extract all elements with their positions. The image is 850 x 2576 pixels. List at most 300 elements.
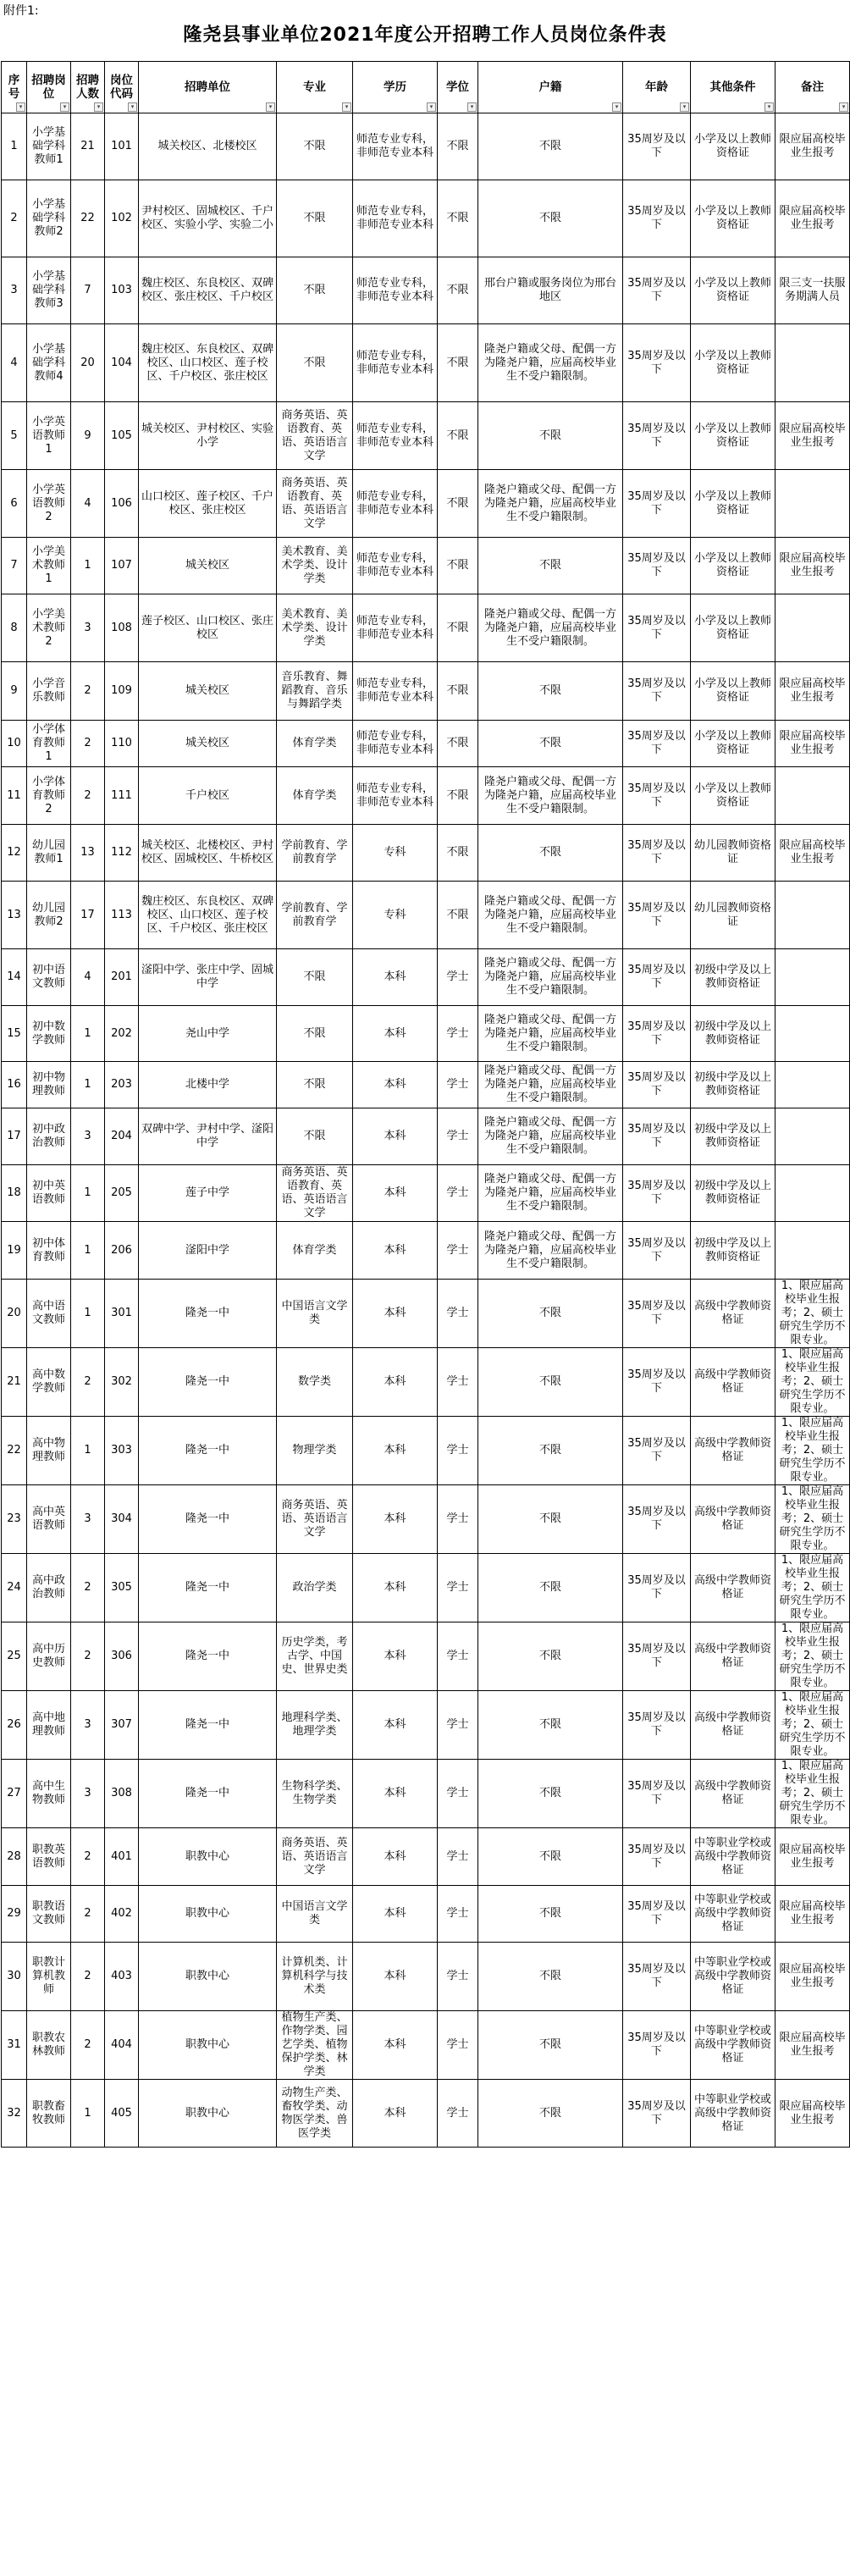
cell-degree: 学士 xyxy=(438,949,478,1006)
cell-age: 35周岁及以下 xyxy=(623,1348,691,1417)
cell-age: 35周岁及以下 xyxy=(623,1828,691,1886)
cell-hukou: 不限 xyxy=(478,538,623,594)
cell-code: 112 xyxy=(105,825,139,882)
cell-education: 本科 xyxy=(353,1622,438,1691)
cell-index: 25 xyxy=(2,1622,27,1691)
cell-remarks: 限应届高校毕业生报考 xyxy=(775,1886,850,1943)
cell-age: 35周岁及以下 xyxy=(623,949,691,1006)
cell-education: 师范专业专科，非师范专业本科 xyxy=(353,721,438,767)
cell-index: 9 xyxy=(2,662,27,721)
cell-degree: 学士 xyxy=(438,1280,478,1348)
cell-remarks: 1、限应届高校毕业生报考；2、硕士研究生学历不限专业。 xyxy=(775,1760,850,1828)
cell-hukou: 不限 xyxy=(478,662,623,721)
cell-major: 计算机类、计算机科学与技术类 xyxy=(277,1943,353,2011)
table-row xyxy=(2,1222,850,1280)
cell-hukou: 不限 xyxy=(478,1554,623,1622)
table-row xyxy=(2,1165,850,1222)
cell-age: 35周岁及以下 xyxy=(623,1886,691,1943)
cell-major: 数学类 xyxy=(277,1348,353,1417)
cell-hukou: 隆尧户籍或父母、配偶一方为隆尧户籍，应届高校毕业生不受户籍限制。 xyxy=(478,594,623,662)
cell-index: 20 xyxy=(2,1280,27,1348)
cell-other: 小学及以上教师资格证 xyxy=(691,324,775,402)
cell-degree: 学士 xyxy=(438,2011,478,2080)
cell-age: 35周岁及以下 xyxy=(623,2011,691,2080)
cell-degree: 不限 xyxy=(438,594,478,662)
table-row xyxy=(2,180,850,257)
filter-dropdown-icon[interactable]: ▾ xyxy=(764,102,774,112)
filter-dropdown-icon[interactable]: ▾ xyxy=(16,102,25,112)
cell-code: 106 xyxy=(105,470,139,538)
cell-age: 35周岁及以下 xyxy=(623,767,691,825)
filter-dropdown-icon[interactable]: ▾ xyxy=(128,102,137,112)
filter-dropdown-icon[interactable]: ▾ xyxy=(94,102,103,112)
cell-code: 404 xyxy=(105,2011,139,2080)
cell-hukou: 隆尧户籍或父母、配偶一方为隆尧户籍，应届高校毕业生不受户籍限制。 xyxy=(478,767,623,825)
cell-remarks: 限应届高校毕业生报考 xyxy=(775,402,850,470)
cell-count: 22 xyxy=(71,180,105,257)
cell-code: 401 xyxy=(105,1828,139,1886)
cell-remarks xyxy=(775,949,850,1006)
cell-other: 高级中学教师资格证 xyxy=(691,1485,775,1554)
cell-age: 35周岁及以下 xyxy=(623,257,691,324)
cell-unit: 北楼中学 xyxy=(139,1062,277,1108)
cell-count: 2 xyxy=(71,1348,105,1417)
cell-code: 103 xyxy=(105,257,139,324)
cell-major: 美术教育、美术学类、设计学类 xyxy=(277,594,353,662)
cell-index: 24 xyxy=(2,1554,27,1622)
filter-dropdown-icon[interactable]: ▾ xyxy=(427,102,436,112)
cell-unit: 城关校区、北楼校区、尹村校区、固城校区、牛桥校区 xyxy=(139,825,277,882)
cell-index: 23 xyxy=(2,1485,27,1554)
cell-code: 113 xyxy=(105,882,139,949)
cell-age: 35周岁及以下 xyxy=(623,662,691,721)
table-row xyxy=(2,1886,850,1943)
cell-age: 35周岁及以下 xyxy=(623,538,691,594)
cell-remarks: 限应届高校毕业生报考 xyxy=(775,2080,850,2148)
cell-hukou: 不限 xyxy=(478,1943,623,2011)
cell-index: 6 xyxy=(2,470,27,538)
cell-major: 体育学类 xyxy=(277,1222,353,1280)
cell-unit: 职教中心 xyxy=(139,2011,277,2080)
cell-hukou: 隆尧户籍或父母、配偶一方为隆尧户籍，应届高校毕业生不受户籍限制。 xyxy=(478,1006,623,1062)
cell-count: 20 xyxy=(71,324,105,402)
cell-other: 初级中学及以上教师资格证 xyxy=(691,949,775,1006)
table-row xyxy=(2,1062,850,1108)
cell-unit: 魏庄校区、东良校区、双碑校区、张庄校区、千户校区 xyxy=(139,257,277,324)
cell-other: 高级中学教师资格证 xyxy=(691,1691,775,1760)
cell-code: 205 xyxy=(105,1165,139,1222)
cell-hukou: 隆尧户籍或父母、配偶一方为隆尧户籍，应届高校毕业生不受户籍限制。 xyxy=(478,1108,623,1165)
cell-remarks: 1、限应届高校毕业生报考；2、硕士研究生学历不限专业。 xyxy=(775,1622,850,1691)
cell-major: 不限 xyxy=(277,949,353,1006)
cell-education: 本科 xyxy=(353,1006,438,1062)
cell-position: 高中数学教师 xyxy=(27,1348,71,1417)
cell-count: 2 xyxy=(71,662,105,721)
cell-remarks xyxy=(775,470,850,538)
cell-position: 小学体育教师1 xyxy=(27,721,71,767)
filter-dropdown-icon[interactable]: ▾ xyxy=(612,102,621,112)
table-row xyxy=(2,538,850,594)
cell-unit: 魏庄校区、东良校区、双碑校区、山口校区、莲子校区、千户校区、张庄校区 xyxy=(139,324,277,402)
table-row xyxy=(2,825,850,882)
cell-degree: 不限 xyxy=(438,402,478,470)
cell-education: 本科 xyxy=(353,1062,438,1108)
cell-remarks: 限应届高校毕业生报考 xyxy=(775,2011,850,2080)
cell-hukou: 不限 xyxy=(478,2080,623,2148)
cell-other: 小学及以上教师资格证 xyxy=(691,594,775,662)
table-row xyxy=(2,594,850,662)
cell-degree: 不限 xyxy=(438,721,478,767)
cell-education: 师范专业专科，非师范专业本科 xyxy=(353,594,438,662)
cell-degree: 不限 xyxy=(438,538,478,594)
cell-major: 历史学类，考古学、中国史、世界史类 xyxy=(277,1622,353,1691)
cell-other: 初级中学及以上教师资格证 xyxy=(691,1222,775,1280)
cell-degree: 不限 xyxy=(438,324,478,402)
cell-count: 9 xyxy=(71,402,105,470)
cell-remarks: 1、限应届高校毕业生报考；2、硕士研究生学历不限专业。 xyxy=(775,1280,850,1348)
cell-index: 32 xyxy=(2,2080,27,2148)
cell-hukou: 不限 xyxy=(478,1760,623,1828)
cell-age: 35周岁及以下 xyxy=(623,1108,691,1165)
cell-code: 104 xyxy=(105,324,139,402)
cell-major: 植物生产类、作物学类、园艺学类、植物保护学类、林学类 xyxy=(277,2011,353,2080)
cell-age: 35周岁及以下 xyxy=(623,1417,691,1485)
filter-dropdown-icon[interactable]: ▾ xyxy=(467,102,477,112)
cell-count: 2 xyxy=(71,1554,105,1622)
cell-index: 3 xyxy=(2,257,27,324)
cell-index: 12 xyxy=(2,825,27,882)
table-row xyxy=(2,721,850,767)
cell-position: 初中物理教师 xyxy=(27,1062,71,1108)
cell-position: 初中体育教师 xyxy=(27,1222,71,1280)
cell-degree: 学士 xyxy=(438,1622,478,1691)
cell-hukou: 不限 xyxy=(478,721,623,767)
cell-index: 28 xyxy=(2,1828,27,1886)
cell-remarks: 1、限应届高校毕业生报考；2、硕士研究生学历不限专业。 xyxy=(775,1417,850,1485)
cell-education: 本科 xyxy=(353,2011,438,2080)
cell-hukou: 不限 xyxy=(478,1622,623,1691)
cell-major: 不限 xyxy=(277,1062,353,1108)
cell-hukou: 不限 xyxy=(478,1485,623,1554)
cell-other: 小学及以上教师资格证 xyxy=(691,113,775,180)
table-row xyxy=(2,1006,850,1062)
cell-hukou: 不限 xyxy=(478,402,623,470)
cell-remarks: 限应届高校毕业生报考 xyxy=(775,825,850,882)
cell-major: 不限 xyxy=(277,180,353,257)
cell-major: 不限 xyxy=(277,113,353,180)
cell-degree: 学士 xyxy=(438,1417,478,1485)
table-body xyxy=(2,113,850,2148)
cell-position: 高中语文教师 xyxy=(27,1280,71,1348)
cell-remarks: 限应届高校毕业生报考 xyxy=(775,721,850,767)
table-row xyxy=(2,1760,850,1828)
cell-unit: 双碑中学、尹村中学、滏阳中学 xyxy=(139,1108,277,1165)
cell-degree: 不限 xyxy=(438,825,478,882)
cell-remarks xyxy=(775,1062,850,1108)
cell-remarks xyxy=(775,882,850,949)
table-row xyxy=(2,949,850,1006)
table-row xyxy=(2,767,850,825)
cell-unit: 隆尧一中 xyxy=(139,1760,277,1828)
table-row xyxy=(2,1417,850,1485)
cell-index: 5 xyxy=(2,402,27,470)
cell-count: 7 xyxy=(71,257,105,324)
table-row xyxy=(2,470,850,538)
table-row xyxy=(2,1622,850,1691)
cell-education: 师范专业专科，非师范专业本科 xyxy=(353,470,438,538)
cell-count: 3 xyxy=(71,1760,105,1828)
cell-remarks xyxy=(775,1108,850,1165)
cell-major: 商务英语、英语教育、英语、英语语言文学 xyxy=(277,470,353,538)
cell-age: 35周岁及以下 xyxy=(623,1760,691,1828)
cell-index: 14 xyxy=(2,949,27,1006)
table-row xyxy=(2,402,850,470)
cell-code: 301 xyxy=(105,1280,139,1348)
cell-index: 10 xyxy=(2,721,27,767)
cell-education: 本科 xyxy=(353,1886,438,1943)
cell-education: 师范专业专科，非师范专业本科 xyxy=(353,324,438,402)
cell-other: 小学及以上教师资格证 xyxy=(691,470,775,538)
cell-unit: 职教中心 xyxy=(139,1886,277,1943)
cell-code: 108 xyxy=(105,594,139,662)
cell-code: 107 xyxy=(105,538,139,594)
cell-degree: 学士 xyxy=(438,1006,478,1062)
recruitment-table xyxy=(1,61,850,2148)
cell-education: 本科 xyxy=(353,1760,438,1828)
cell-unit: 滏阳中学、张庄中学、固城中学 xyxy=(139,949,277,1006)
cell-age: 35周岁及以下 xyxy=(623,180,691,257)
cell-count: 1 xyxy=(71,1222,105,1280)
cell-other: 幼儿园教师资格证 xyxy=(691,882,775,949)
cell-position: 职教农林教师 xyxy=(27,2011,71,2080)
cell-position: 幼儿园教师2 xyxy=(27,882,71,949)
header-position: 招聘岗位 ▾ xyxy=(27,62,71,113)
cell-education: 师范专业专科，非师范专业本科 xyxy=(353,180,438,257)
cell-degree: 不限 xyxy=(438,113,478,180)
cell-position: 职教畜牧教师 xyxy=(27,2080,71,2148)
cell-position: 初中英语教师 xyxy=(27,1165,71,1222)
filter-dropdown-icon[interactable]: ▾ xyxy=(342,102,351,112)
cell-major: 生物科学类、生物学类 xyxy=(277,1760,353,1828)
header-hukou: 户籍 ▾ xyxy=(478,62,623,113)
cell-other: 高级中学教师资格证 xyxy=(691,1348,775,1417)
cell-count: 1 xyxy=(71,1062,105,1108)
cell-other: 高级中学教师资格证 xyxy=(691,1554,775,1622)
cell-degree: 不限 xyxy=(438,470,478,538)
cell-age: 35周岁及以下 xyxy=(623,2080,691,2148)
cell-age: 35周岁及以下 xyxy=(623,594,691,662)
cell-count: 3 xyxy=(71,1108,105,1165)
cell-count: 2 xyxy=(71,1828,105,1886)
cell-age: 35周岁及以下 xyxy=(623,1165,691,1222)
cell-position: 小学基础学科教师1 xyxy=(27,113,71,180)
cell-index: 21 xyxy=(2,1348,27,1417)
table-row xyxy=(2,1280,850,1348)
filter-dropdown-icon[interactable]: ▾ xyxy=(839,102,848,112)
cell-degree: 学士 xyxy=(438,1165,478,1222)
cell-code: 105 xyxy=(105,402,139,470)
cell-position: 高中历史教师 xyxy=(27,1622,71,1691)
cell-remarks xyxy=(775,594,850,662)
cell-count: 1 xyxy=(71,538,105,594)
cell-age: 35周岁及以下 xyxy=(623,1280,691,1348)
cell-hukou: 隆尧户籍或父母、配偶一方为隆尧户籍，应届高校毕业生不受户籍限制。 xyxy=(478,1222,623,1280)
cell-hukou: 隆尧户籍或父母、配偶一方为隆尧户籍，应届高校毕业生不受户籍限制。 xyxy=(478,949,623,1006)
cell-age: 35周岁及以下 xyxy=(623,402,691,470)
cell-major: 物理学类 xyxy=(277,1417,353,1485)
cell-degree: 学士 xyxy=(438,1554,478,1622)
cell-education: 本科 xyxy=(353,1943,438,2011)
table-row xyxy=(2,1108,850,1165)
table-row xyxy=(2,324,850,402)
cell-hukou: 不限 xyxy=(478,1828,623,1886)
table-row xyxy=(2,1348,850,1417)
cell-code: 403 xyxy=(105,1943,139,2011)
cell-hukou: 不限 xyxy=(478,1886,623,1943)
cell-index: 30 xyxy=(2,1943,27,2011)
cell-unit: 隆尧一中 xyxy=(139,1348,277,1417)
cell-code: 102 xyxy=(105,180,139,257)
filter-dropdown-icon[interactable]: ▾ xyxy=(60,102,69,112)
cell-code: 307 xyxy=(105,1691,139,1760)
cell-education: 本科 xyxy=(353,1280,438,1348)
filter-dropdown-icon[interactable]: ▾ xyxy=(680,102,689,112)
cell-code: 109 xyxy=(105,662,139,721)
table-row xyxy=(2,1828,850,1886)
cell-other: 高级中学教师资格证 xyxy=(691,1622,775,1691)
cell-remarks: 1、限应届高校毕业生报考；2、硕士研究生学历不限专业。 xyxy=(775,1485,850,1554)
cell-index: 2 xyxy=(2,180,27,257)
cell-position: 高中物理教师 xyxy=(27,1417,71,1485)
cell-hukou: 隆尧户籍或父母、配偶一方为隆尧户籍，应届高校毕业生不受户籍限制。 xyxy=(478,324,623,402)
cell-unit: 隆尧一中 xyxy=(139,1554,277,1622)
cell-age: 35周岁及以下 xyxy=(623,1691,691,1760)
cell-position: 幼儿园教师1 xyxy=(27,825,71,882)
cell-unit: 隆尧一中 xyxy=(139,1485,277,1554)
cell-age: 35周岁及以下 xyxy=(623,1222,691,1280)
cell-degree: 不限 xyxy=(438,180,478,257)
cell-code: 110 xyxy=(105,721,139,767)
attachment-label: 附件1: xyxy=(3,4,39,18)
cell-age: 35周岁及以下 xyxy=(623,882,691,949)
header-other: 其他条件 ▾ xyxy=(691,62,775,113)
cell-other: 小学及以上教师资格证 xyxy=(691,538,775,594)
cell-education: 本科 xyxy=(353,1108,438,1165)
cell-remarks xyxy=(775,324,850,402)
cell-other: 小学及以上教师资格证 xyxy=(691,180,775,257)
cell-unit: 城关校区、北楼校区 xyxy=(139,113,277,180)
table-row xyxy=(2,1943,850,2011)
cell-count: 1 xyxy=(71,1280,105,1348)
cell-count: 2 xyxy=(71,767,105,825)
cell-other: 高级中学教师资格证 xyxy=(691,1280,775,1348)
cell-major: 体育学类 xyxy=(277,767,353,825)
cell-age: 35周岁及以下 xyxy=(623,113,691,180)
header-unit: 招聘单位 ▾ xyxy=(139,62,277,113)
cell-education: 师范专业专科，非师范专业本科 xyxy=(353,402,438,470)
cell-unit: 职教中心 xyxy=(139,2080,277,2148)
cell-position: 初中语文教师 xyxy=(27,949,71,1006)
cell-count: 2 xyxy=(71,1886,105,1943)
cell-count: 2 xyxy=(71,2011,105,2080)
header-count: 招聘人数 ▾ xyxy=(71,62,105,113)
header-age: 年龄 ▾ xyxy=(623,62,691,113)
cell-hukou: 不限 xyxy=(478,2011,623,2080)
cell-count: 17 xyxy=(71,882,105,949)
cell-unit: 千户校区 xyxy=(139,767,277,825)
cell-index: 26 xyxy=(2,1691,27,1760)
cell-education: 本科 xyxy=(353,1485,438,1554)
cell-education: 本科 xyxy=(353,1348,438,1417)
cell-major: 不限 xyxy=(277,257,353,324)
cell-code: 202 xyxy=(105,1006,139,1062)
cell-hukou: 不限 xyxy=(478,1691,623,1760)
cell-unit: 城关校区、尹村校区、实验小学 xyxy=(139,402,277,470)
cell-other: 小学及以上教师资格证 xyxy=(691,402,775,470)
cell-position: 小学基础学科教师3 xyxy=(27,257,71,324)
cell-position: 高中地理教师 xyxy=(27,1691,71,1760)
header-major: 专业 ▾ xyxy=(277,62,353,113)
cell-index: 19 xyxy=(2,1222,27,1280)
cell-position: 职教计算机教师 xyxy=(27,1943,71,2011)
cell-age: 35周岁及以下 xyxy=(623,1554,691,1622)
header-degree: 学位 ▾ xyxy=(438,62,478,113)
cell-remarks: 限应届高校毕业生报考 xyxy=(775,662,850,721)
cell-age: 35周岁及以下 xyxy=(623,324,691,402)
cell-unit: 职教中心 xyxy=(139,1943,277,2011)
cell-hukou: 不限 xyxy=(478,1348,623,1417)
table-row xyxy=(2,2080,850,2148)
cell-remarks xyxy=(775,767,850,825)
cell-count: 21 xyxy=(71,113,105,180)
cell-remarks xyxy=(775,1222,850,1280)
cell-degree: 学士 xyxy=(438,1062,478,1108)
header-index: 序号 ▾ xyxy=(2,62,27,113)
cell-code: 203 xyxy=(105,1062,139,1108)
cell-education: 师范专业专科，非师范专业本科 xyxy=(353,767,438,825)
cell-remarks: 限应届高校毕业生报考 xyxy=(775,1828,850,1886)
cell-position: 初中数学教师 xyxy=(27,1006,71,1062)
cell-other: 高级中学教师资格证 xyxy=(691,1417,775,1485)
cell-major: 不限 xyxy=(277,324,353,402)
cell-index: 11 xyxy=(2,767,27,825)
cell-age: 35周岁及以下 xyxy=(623,1062,691,1108)
cell-education: 本科 xyxy=(353,1165,438,1222)
cell-count: 1 xyxy=(71,2080,105,2148)
filter-dropdown-icon[interactable]: ▾ xyxy=(266,102,275,112)
cell-remarks: 1、限应届高校毕业生报考；2、硕士研究生学历不限专业。 xyxy=(775,1691,850,1760)
cell-code: 206 xyxy=(105,1222,139,1280)
cell-unit: 城关校区 xyxy=(139,721,277,767)
cell-position: 职教英语教师 xyxy=(27,1828,71,1886)
cell-position: 小学英语教师2 xyxy=(27,470,71,538)
cell-unit: 隆尧一中 xyxy=(139,1691,277,1760)
cell-degree: 学士 xyxy=(438,1691,478,1760)
cell-education: 师范专业专科，非师范专业本科 xyxy=(353,662,438,721)
cell-index: 29 xyxy=(2,1886,27,1943)
cell-major: 中国语言文学类 xyxy=(277,1886,353,1943)
cell-code: 308 xyxy=(105,1760,139,1828)
cell-count: 3 xyxy=(71,594,105,662)
cell-education: 本科 xyxy=(353,1691,438,1760)
cell-index: 22 xyxy=(2,1417,27,1485)
cell-degree: 学士 xyxy=(438,1828,478,1886)
cell-code: 302 xyxy=(105,1348,139,1417)
header-code: 岗位代码 ▾ xyxy=(105,62,139,113)
cell-degree: 不限 xyxy=(438,662,478,721)
cell-degree: 不限 xyxy=(438,257,478,324)
cell-major: 商务英语、英语、英语语言文学 xyxy=(277,1485,353,1554)
